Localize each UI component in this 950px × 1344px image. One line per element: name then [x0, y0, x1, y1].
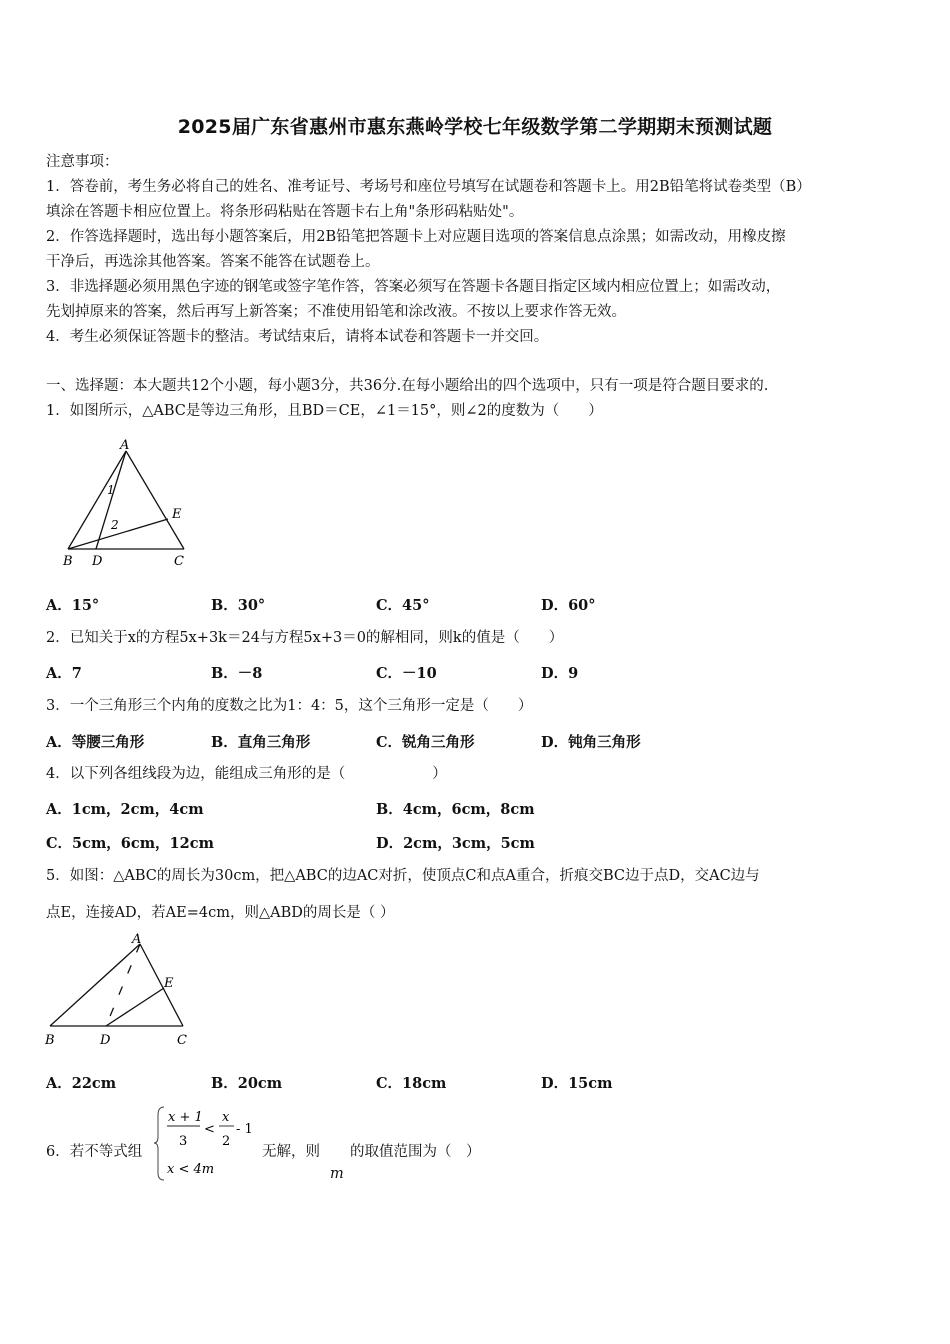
q2-stem: 2．已知关于x的方程5x+3k＝24与方程5x+3＝0的解相同，则k的值是（ ） — [46, 630, 564, 646]
q1-label-e: E — [172, 507, 182, 522]
q2-option-c[interactable]: C．－10 — [376, 665, 437, 682]
q4-option-d[interactable]: D．2cm，3cm，5cm — [376, 835, 535, 852]
q4-option-c[interactable]: C．5cm，6cm，12cm — [46, 835, 214, 852]
q5-label-c: C — [177, 1033, 187, 1048]
q6-frac2-denominator: 2 — [222, 1134, 231, 1149]
q3-option-c[interactable]: C．锐角三角形 — [376, 734, 475, 751]
q3-option-a[interactable]: A．等腰三角形 — [46, 734, 145, 751]
q6-prefix: 6．若不等式组 — [46, 1144, 143, 1160]
q5-triangle-figure — [40, 930, 200, 1052]
q4-option-a[interactable]: A．1cm，2cm，4cm — [46, 801, 204, 818]
q6-minus-one: - 1 — [236, 1122, 253, 1137]
notice-line: 1．答卷前，考生务必将自己的姓名、准考证号、考场号和座位号填写在试题卷和答题卡上。用2B铅笔将试卷类型（B） — [46, 179, 811, 195]
q1-label-a: A — [120, 438, 130, 453]
notice-line: 4．考生必须保证答题卡的整洁。考试结束后，请将本试卷和答题卡一并交回。 — [46, 329, 549, 345]
section-heading: 一、选择题：本大题共12个小题，每小题3分，共36分.在每小题给出的四个选项中，只有一项是符合题目要求的. — [46, 378, 769, 394]
notice-line: 3．非选择题必须用黑色字迹的钢笔或签字笔作答，答案必须写在答题卡各题目指定区域内相应位置上；如需改动， — [46, 279, 781, 295]
q6-suffix: 的取值范围为（ ） — [350, 1144, 481, 1160]
q6-frac2-numerator: x — [222, 1110, 230, 1125]
q5-option-c[interactable]: C．18cm — [376, 1075, 447, 1092]
q3-option-b[interactable]: B．直角三角形 — [211, 734, 311, 751]
q5-stem-line2: 点E，连接AD，若AE=4cm，则△ABD的周长是（ ） — [46, 905, 395, 921]
q1-option-b[interactable]: B．30° — [211, 597, 266, 614]
q2-option-a[interactable]: A．7 — [46, 665, 82, 682]
page-title: 2025届广东省惠州市惠东燕岭学校七年级数学第二学期期末预测试题 — [177, 116, 773, 138]
q6-inequality-system — [154, 1103, 264, 1183]
q6-frac1-numerator: x + 1 — [168, 1110, 203, 1125]
q2-option-d[interactable]: D．9 — [541, 665, 579, 682]
q4-option-b[interactable]: B．4cm，6cm，8cm — [376, 801, 535, 818]
q6-middle: 无解，则 — [262, 1144, 320, 1160]
notice-line: 先划掉原来的答案，然后再写上新答案；不准使用铅笔和涂改液。不按以上要求作答无效。 — [46, 304, 626, 320]
q3-option-d[interactable]: D．钝角三角形 — [541, 734, 641, 751]
q5-stem-line1: 5．如图：△ABC的周长为30cm，把△ABC的边AC对折，使顶点C和点A重合，折痕交BC边于点D，交AC边与 — [46, 868, 760, 884]
q6-frac1-denominator: 3 — [179, 1134, 188, 1149]
notice-line: 2．作答选择题时，选出每小题答案后，用2B铅笔把答题卡上对应题目选项的答案信息点涂黑；如需改动，用橡皮擦 — [46, 229, 786, 245]
q5-label-a: A — [132, 932, 142, 947]
q1-angle-1: 1 — [107, 483, 115, 497]
q4-stem: 4．以下列各组线段为边，能组成三角形的是（ ） — [46, 766, 447, 782]
q3-stem: 3．一个三角形三个内角的度数之比为1：4：5，这个三角形一定是（ ） — [46, 698, 533, 714]
q1-option-c[interactable]: C．45° — [376, 597, 430, 614]
q1-label-b: B — [63, 554, 73, 569]
q6-second-inequality: x < 4m — [167, 1162, 215, 1177]
q1-angle-2: 2 — [111, 518, 119, 532]
q5-label-d: D — [100, 1033, 111, 1048]
q6-variable-m: m — [330, 1166, 344, 1182]
q1-option-d[interactable]: D．60° — [541, 597, 596, 614]
q5-option-d[interactable]: D．15cm — [541, 1075, 613, 1092]
q2-option-b[interactable]: B．－8 — [211, 665, 263, 682]
q1-triangle-figure — [58, 434, 198, 570]
q5-option-a[interactable]: A．22cm — [46, 1075, 117, 1092]
q1-stem: 1．如图所示，△ABC是等边三角形，且BD＝CE，∠1＝15°，则∠2的度数为（ ） — [46, 403, 603, 419]
q5-label-b: B — [45, 1033, 55, 1048]
q1-label-c: C — [174, 554, 184, 569]
q5-label-e: E — [164, 976, 174, 991]
notice-line: 干净后，再选涂其他答案。答案不能答在试题卷上。 — [46, 254, 380, 270]
q5-option-b[interactable]: B．20cm — [211, 1075, 283, 1092]
q6-less-than: < — [204, 1122, 215, 1137]
q1-label-d: D — [92, 554, 103, 569]
q1-option-a[interactable]: A．15° — [46, 597, 100, 614]
notice-line: 填涂在答题卡相应位置上。将条形码粘贴在答题卡右上角"条形码粘贴处"。 — [46, 204, 524, 220]
notice-heading: 注意事项： — [46, 154, 119, 170]
